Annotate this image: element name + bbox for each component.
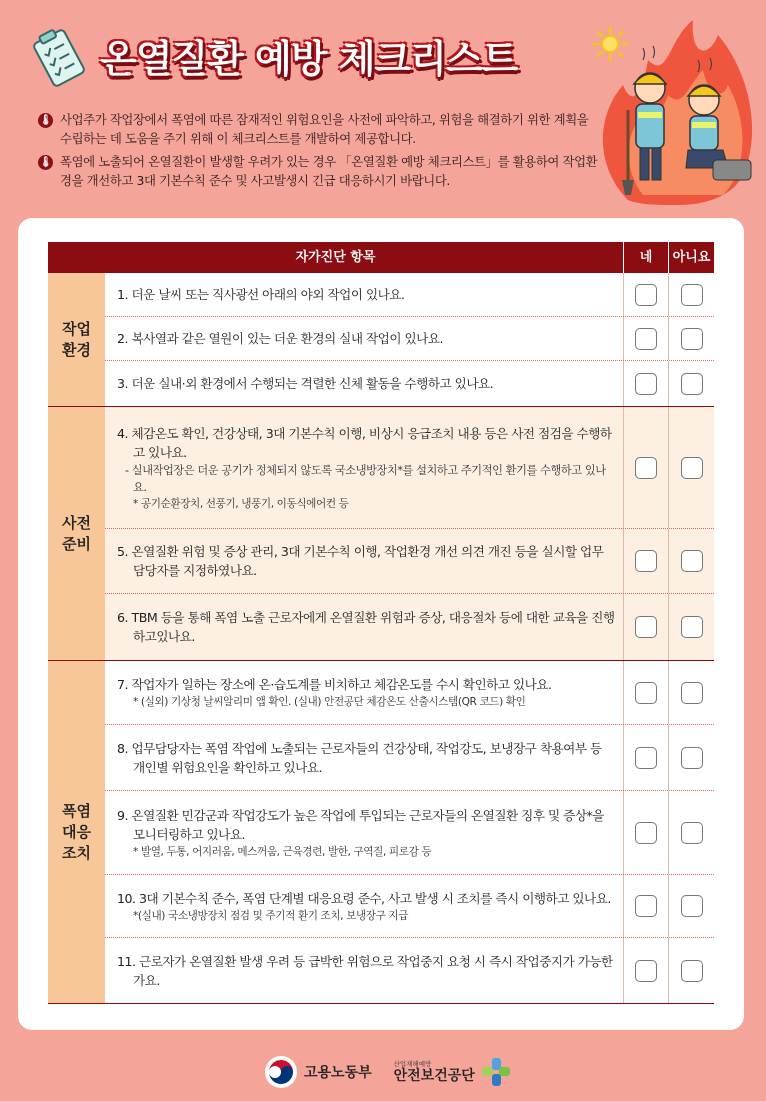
kosha-name: 안전보건공단 <box>393 1067 475 1084</box>
checklist-card <box>18 218 744 1030</box>
intro-notes <box>38 110 598 194</box>
kosha-cross-icon <box>481 1057 511 1087</box>
intro-note: 🌡 폭염에 노출되어 온열질환이 발생할 우려가 있는 경우 「온열질환 예방 체크리스트」를 활용하여 작업환경을 개선하고 3대 기본수칙 준수 및 사고발생시 긴급 대응하시기 바랍니다. <box>39 154 598 188</box>
question-text: 6. TBM 등을 통해 폭염 노출 근로자에게 온열질환 위험과 증상, 대응절차 등에 대한 교육을 진행하고있나요. <box>117 610 615 644</box>
category-label: 사전 준비 <box>48 407 105 660</box>
taegeuk-icon <box>264 1055 298 1089</box>
checkbox-no[interactable] <box>681 373 703 395</box>
checklist-clipboard-icon <box>30 26 88 90</box>
section-preparation <box>48 407 714 661</box>
table-row <box>105 407 714 529</box>
kosha-logo <box>394 1057 511 1087</box>
table-row <box>105 725 714 791</box>
checkbox-yes[interactable] <box>635 960 657 982</box>
section-heat-response <box>48 661 714 1004</box>
category-label: 폭염 대응 조치 <box>48 661 105 1003</box>
question-text: 2. 복사열과 같은 열원이 있는 더운 환경의 실내 작업이 있나요. <box>117 331 444 346</box>
checkbox-yes[interactable] <box>635 457 657 479</box>
checkbox-yes[interactable] <box>635 822 657 844</box>
question-text: 8. 업무담당자는 폭염 작업에 노출되는 근로자들의 건강상태, 작업강도, 보냉장구 착용여부 등 개인별 위험요인을 확인하고 있나요. <box>117 740 602 775</box>
checkbox-yes[interactable] <box>635 284 657 306</box>
checkbox-yes[interactable] <box>635 616 657 638</box>
checkbox-no[interactable] <box>681 457 703 479</box>
checkbox-no[interactable] <box>681 550 703 572</box>
question-subtext: - 실내작업장은 더운 공기가 정체되지 않도록 국소냉방장치*를 설치하고 주기적인 환기를 수행하고 있나요. <box>125 463 606 494</box>
category-label: 작업 환경 <box>48 273 105 406</box>
table-row <box>105 361 714 406</box>
checkbox-no[interactable] <box>681 682 703 704</box>
header-yes: 네 <box>624 242 669 273</box>
question-note: * 공기순환장치, 선풍기, 냉풍기, 이동식에어컨 등 <box>133 497 349 510</box>
table-row <box>105 317 714 361</box>
checkbox-yes[interactable] <box>635 373 657 395</box>
question-note: *(실내) 국소냉방장치 점검 및 주기적 환기 조치, 보냉장구 지급 <box>133 909 409 922</box>
table-row <box>105 273 714 317</box>
table-row <box>105 791 714 875</box>
checkbox-no[interactable] <box>681 328 703 350</box>
checkbox-no[interactable] <box>681 284 703 306</box>
question-text: 4. 체감온도 확인, 건강상태, 3대 기본수칙 이행, 비상시 응급조치 내용 등은 사전 점검을 수행하고 있나요. <box>117 425 612 460</box>
question-text: 5. 온열질환 위험 및 증상 관리, 3대 기본수칙 이행, 작업환경 개선 의견 개진 등을 실시할 업무담당자를 지정하였나요. <box>117 544 604 578</box>
table-row <box>105 529 714 594</box>
intro-note: 🌡 사업주가 작업장에서 폭염에 따른 잠재적인 위험요인을 사전에 파악하고, 위험을 해결하기 위한 계획을 수립하는 데 도움을 주기 위해 이 체크리스트를 개발하여 제공합니다. <box>39 112 589 146</box>
table-header <box>48 242 714 273</box>
section-work-environment <box>48 273 714 407</box>
footer-logos <box>264 1052 511 1092</box>
page-title: 온열질환 예방 체크리스트 <box>100 37 518 81</box>
question-text: 3. 더운 실내·외 환경에서 수행되는 격렬한 신체 활동을 수행하고 있나요. <box>117 376 494 391</box>
header-no: 아니요 <box>672 250 711 265</box>
thermometer-icon: 🌡 <box>39 115 52 126</box>
checkbox-no[interactable] <box>681 616 703 638</box>
checkbox-yes[interactable] <box>635 682 657 704</box>
table-row <box>105 875 714 938</box>
checkbox-yes[interactable] <box>635 328 657 350</box>
table-row <box>105 594 714 660</box>
sun-icon <box>590 24 630 64</box>
question-text: 1. 더운 날씨 또는 직사광선 아래의 야외 작업이 있나요. <box>117 287 405 302</box>
question-note: * (실외) 기상청 날씨알리미 앱 확인. (실내) 안전공단 체감온도 산출시스템(QR 코드) 확인 <box>133 696 526 708</box>
question-text: 7. 작업자가 일하는 장소에 온·습도계를 비치하고 체감온도를 수시 확인하고 있나요. <box>117 677 552 692</box>
table-row <box>105 661 714 725</box>
moel-name: 고용노동부 <box>304 1065 372 1081</box>
header-item: 자가진단 항목 <box>48 242 624 273</box>
kosha-tagline: 산업재해예방 <box>393 1059 432 1068</box>
checklist-table <box>48 242 714 1004</box>
checkbox-no[interactable] <box>681 822 703 844</box>
moel-logo <box>264 1055 372 1089</box>
question-text: 10. 3대 기본수칙 준수, 폭염 단계별 대응요령 준수, 사고 발생 시 조치를 즉시 이행하고 있나요. <box>117 890 611 906</box>
checkbox-no[interactable] <box>681 960 703 982</box>
checkbox-yes[interactable] <box>635 550 657 572</box>
checkbox-yes[interactable] <box>635 747 657 769</box>
checkbox-no[interactable] <box>681 895 703 917</box>
question-text: 11. 근로자가 온열질환 발생 우려 등 급박한 위험으로 작업중지 요청 시 즉시 작업중지가 가능한가요. <box>117 953 613 988</box>
checkbox-yes[interactable] <box>635 895 657 917</box>
question-text: 9. 온열질환 민감군과 작업강도가 높은 작업에 투입되는 근로자들의 온열질환 징후 및 증상*을 모니터링하고 있나요. <box>117 807 604 842</box>
question-note: * 발열, 두통, 어지러움, 메스꺼움, 근육경련, 발한, 구역질, 피로감 등 <box>133 845 432 858</box>
thermometer-icon: 🌡 <box>39 157 52 168</box>
checkbox-no[interactable] <box>681 747 703 769</box>
table-row <box>105 938 714 1003</box>
